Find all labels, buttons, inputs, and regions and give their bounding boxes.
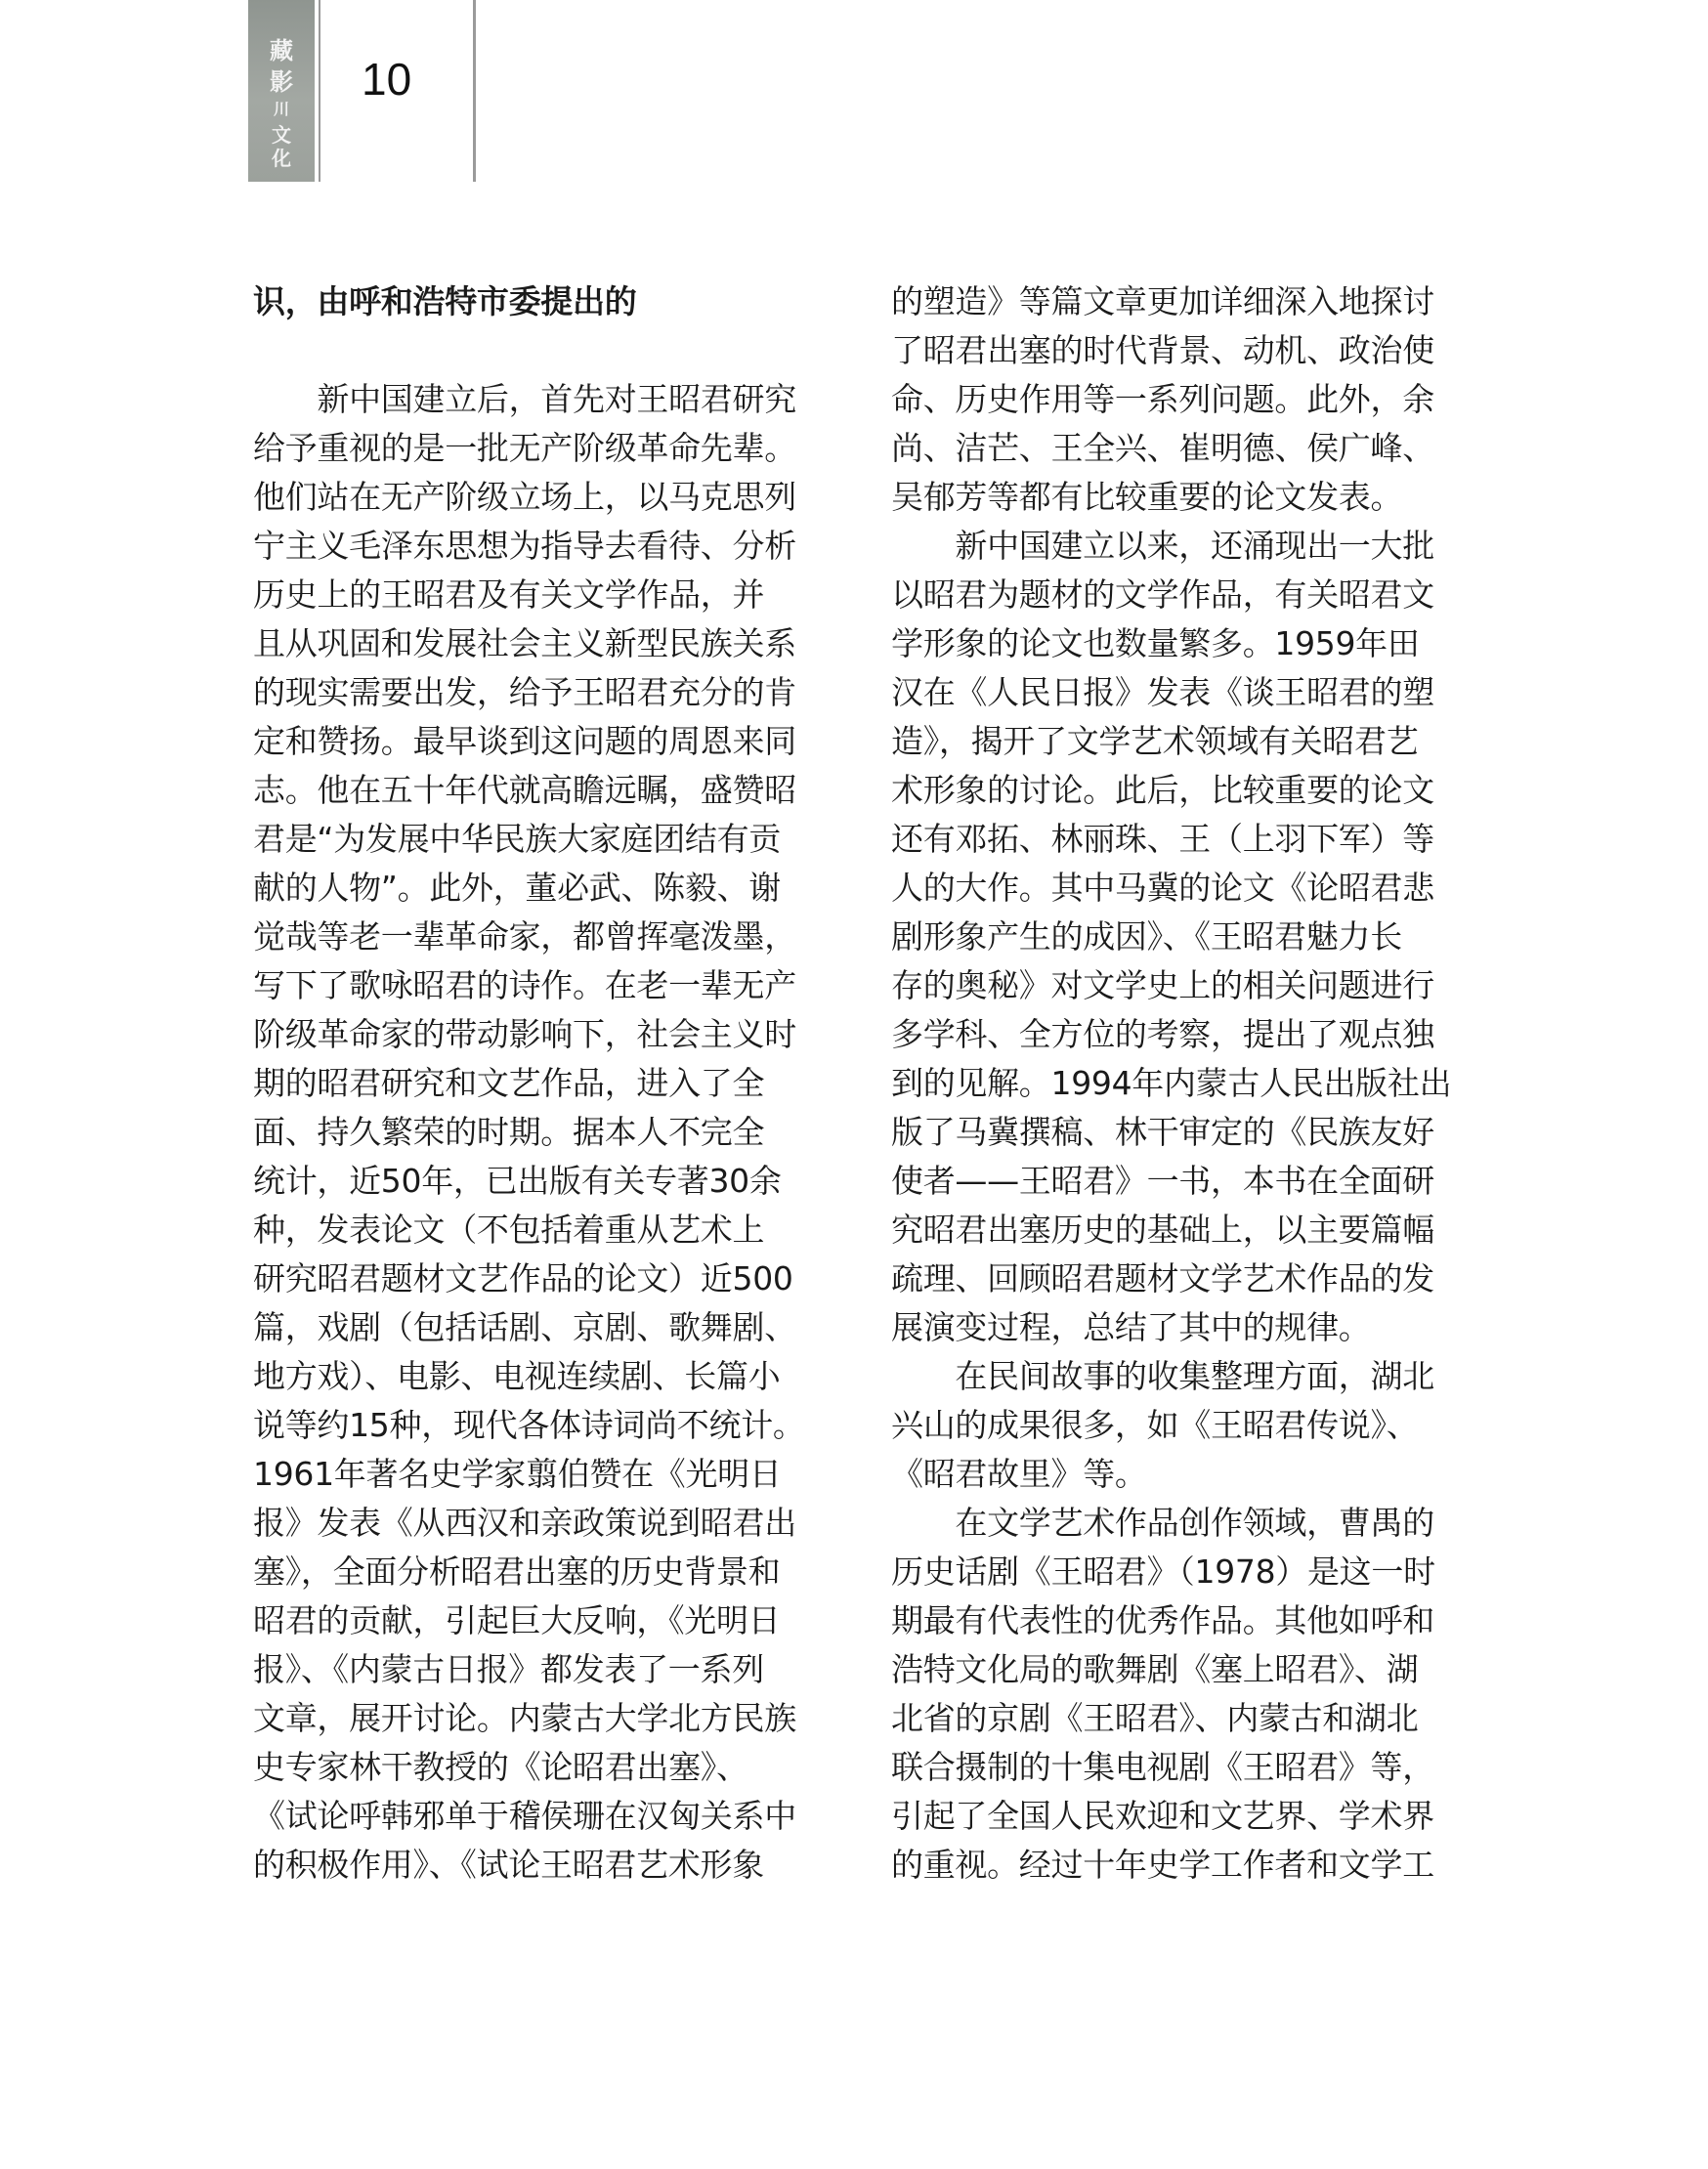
text-line: 塞》，全面分析昭君出塞的历史背景和 (253, 1552, 781, 1591)
text-line: 疏理、回顾昭君题材文学艺术作品的发 (891, 1259, 1434, 1297)
text-line: 他们站在无产阶级立场上，以马克思列 (253, 478, 796, 516)
header-tab (248, 0, 315, 182)
text-line: 使者——王昭君》一书，本书在全面研 (891, 1162, 1434, 1200)
text-line: 多学科、全方位的考察，提出了观点独 (891, 1015, 1434, 1053)
text-line: 宁主义毛泽东思想为指导去看待、分析 (253, 527, 796, 565)
text-line: 以昭君为题材的文学作品，有关昭君文 (891, 575, 1434, 614)
text-line: 的重视。经过十年史学工作者和文学工 (891, 1846, 1434, 1884)
text-line: 兴山的成果很多，如《王昭君传说》、 (891, 1406, 1419, 1444)
text-line: 写下了歌咏昭君的诗作。在老一辈无产 (253, 966, 796, 1004)
text-line: 术形象的讨论。此后，比较重要的论文 (891, 771, 1434, 809)
text-line: 志。他在五十年代就高瞻远瞩，盛赞昭 (253, 771, 796, 809)
text-line: 剧形象产生的成因》、《王昭君魅力长 (891, 917, 1402, 956)
text-line: 说等约15种，现代各体诗词尚不统计。 (253, 1406, 805, 1444)
text-line: 献的人物”。此外，董必武、陈毅、谢 (253, 869, 781, 907)
text-line: 在文学艺术作品创作领域，曹禺的 (891, 1504, 1434, 1542)
text-line: 阶级革命家的带动影响下，社会主义时 (253, 1015, 796, 1053)
text-line: 吴郁芳等都有比较重要的论文发表。 (891, 478, 1403, 516)
text-line: 给予重视的是一批无产阶级革命先辈。 (253, 429, 796, 467)
text-line: 《试论呼韩邪单于稽侯珊在汉匈关系中 (253, 1797, 796, 1835)
text-line: 浩特文化局的歌舞剧《塞上昭君》、湖 (891, 1650, 1419, 1688)
text-line: 联合摄制的十集电视剧《王昭君》等， (891, 1748, 1434, 1786)
text-line: 篇，戏剧（包括话剧、京剧、歌舞剧、 (253, 1308, 796, 1346)
text-line: 汉在《人民日报》发表《谈王昭君的塑 (891, 673, 1434, 711)
text-line: 期最有代表性的优秀作品。其他如呼和 (891, 1601, 1434, 1639)
paragraph-spacer (253, 326, 830, 375)
text-line: 究昭君出塞历史的基础上，以主要篇幅 (891, 1211, 1434, 1249)
text-line: 展演变过程，总结了其中的规律。 (891, 1308, 1371, 1346)
tab-glyph: 文 (272, 123, 291, 147)
text-line: 历史话剧《王昭君》（1978）是这一时 (891, 1552, 1435, 1591)
tab-glyph: 影 (270, 67, 293, 96)
text-line: 地方戏）、电影、电视连续剧、长篇小 (253, 1357, 781, 1395)
text-line: 君是“为发展中华民族大家庭团结有贡 (253, 820, 781, 858)
text-line: 到的见解。1994年内蒙古人民出版社出 (891, 1064, 1452, 1102)
text-line: 学形象的论文也数量繁多。1959年田 (891, 624, 1420, 662)
text-line: 《昭君故里》等。 (891, 1455, 1147, 1493)
text-line: 在民间故事的收集整理方面，湖北 (891, 1357, 1434, 1395)
page-number: 10 (362, 54, 412, 105)
text-line: 人的大作。其中马冀的论文《论昭君悲 (891, 869, 1434, 907)
text-line: 存的奥秘》对文学史上的相关问题进行 (891, 966, 1434, 1004)
text-line: 了昭君出塞的时代背景、动机、政治使 (891, 331, 1434, 369)
text-line: 新中国建立后，首先对王昭君研究 (253, 380, 796, 418)
left-column (253, 277, 830, 1890)
text-line: 还有邓拓、林丽珠、王（上羽下军）等 (891, 820, 1434, 858)
text-line: 引起了全国人民欢迎和文艺界、学术界 (891, 1797, 1434, 1835)
text-line: 尚、洁芒、王全兴、崔明德、侯广峰、 (891, 429, 1434, 467)
text-line: 新中国建立以来，还涌现出一大批 (891, 527, 1434, 565)
text-line: 昭君的贡献，引起巨大反响，《光明日 (253, 1601, 781, 1639)
text-line: 种，发表论文（不包括着重从艺术上 (253, 1211, 765, 1249)
text-line: 文章，展开讨论。内蒙古大学北方民族 (253, 1699, 796, 1737)
text-line: 统计，近50年，已出版有关专著30余 (253, 1162, 782, 1200)
text-line: 的积极作用》、《试论王昭君艺术形象 (253, 1846, 764, 1884)
text-line: 北省的京剧《王昭君》、内蒙古和湖北 (891, 1699, 1419, 1737)
tab-glyph: 化 (272, 147, 291, 170)
section-heading: 识，由呼和浩特市委提出的 (253, 282, 637, 320)
tab-glyph: 藏 (270, 36, 293, 64)
tab-glyph: 川 (273, 100, 289, 118)
header-rule-thin (319, 0, 320, 182)
text-line: 命、历史作用等一系列问题。此外，余 (891, 380, 1434, 418)
text-line: 1961年著名史学家翦伯赞在《光明日 (253, 1455, 782, 1493)
header-rule (473, 0, 476, 182)
text-line: 版了马冀撰稿、林干审定的《民族友好 (891, 1113, 1434, 1151)
text-line: 的现实需要出发，给予王昭君充分的肯 (253, 673, 796, 711)
right-column (891, 277, 1468, 1890)
text-line: 定和赞扬。最早谈到这问题的周恩来同 (253, 722, 796, 760)
text-line: 造》，揭开了文学艺术领域有关昭君艺 (891, 722, 1419, 760)
text-line: 报》、《内蒙古日报》都发表了一系列 (253, 1650, 764, 1688)
text-line: 且从巩固和发展社会主义新型民族关系 (253, 624, 796, 662)
text-line: 觉哉等老一辈革命家，都曾挥毫泼墨， (253, 917, 796, 956)
text-line: 史专家林干教授的《论昭君出塞》、 (253, 1748, 748, 1786)
text-line: 研究昭君题材文艺作品的论文）近500 (253, 1259, 793, 1297)
text-line: 的塑造》等篇文章更加详细深入地探讨 (891, 282, 1434, 320)
text-line: 面、持久繁荣的时期。据本人不完全 (253, 1113, 765, 1151)
text-line: 历史上的王昭君及有关文学作品，并 (253, 575, 765, 614)
text-line: 期的昭君研究和文艺作品，进入了全 (253, 1064, 765, 1102)
text-line: 报》发表《从西汉和亲政策说到昭君出 (253, 1504, 796, 1542)
